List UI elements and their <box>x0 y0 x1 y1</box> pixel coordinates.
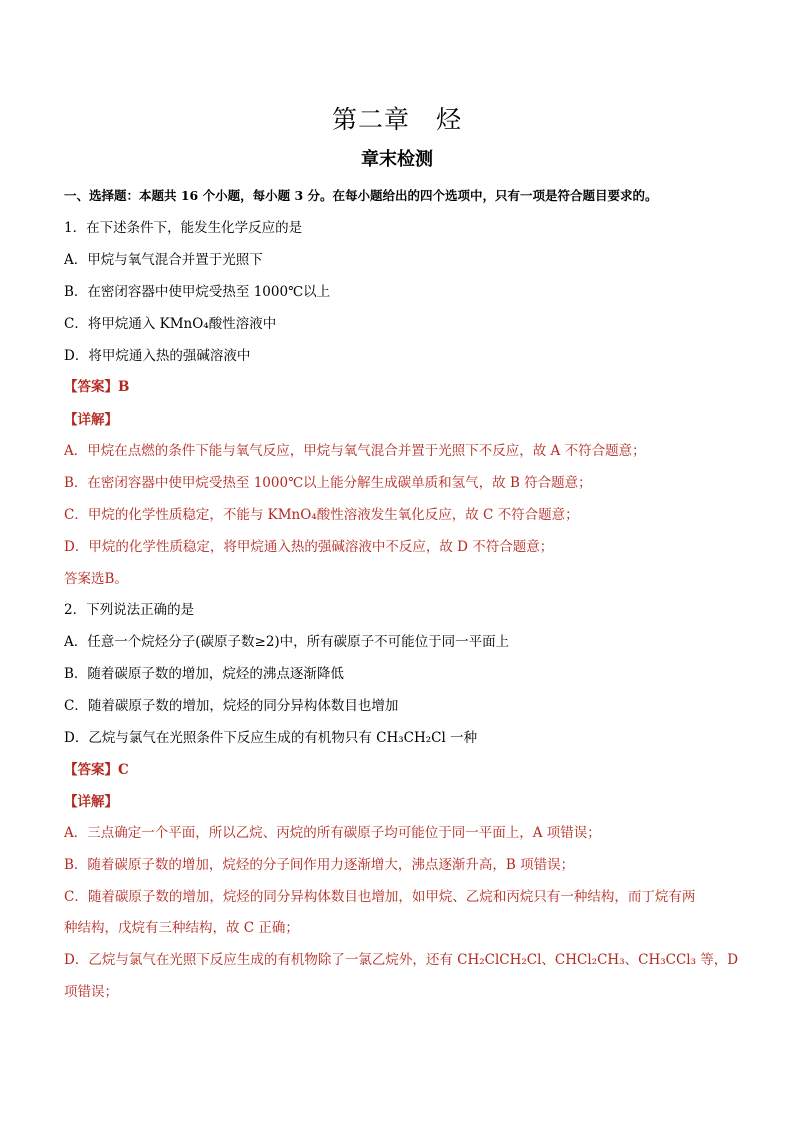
section-instructions: 一、选择题：本题共 16 个小题，每小题 3 分。在每小题给出的四个选项中，只有一项是符合题目要求的。 <box>64 188 658 203</box>
question-1-stem: 1．在下述条件下，能发生化学反应的是 <box>64 220 303 236</box>
question-1-option-b: B．在密闭容器中使甲烷受热至 1000℃以上 <box>64 284 331 300</box>
section-subtitle: 章末检测 <box>361 149 433 170</box>
question-2-option-a: A．任意一个烷烃分子(碳原子数≥2)中，所有碳原子不可能位于同一平面上 <box>64 634 510 650</box>
question-2-explanation-a: A．三点确定一个平面，所以乙烷、丙烷的所有碳原子均可能位于同一平面上，A 项错误； <box>64 825 601 841</box>
question-2-detail-label: 【详解】 <box>64 794 118 810</box>
question-2-explanation-c-line2: 种结构，戊烷有三种结构，故 C 正确； <box>64 920 299 936</box>
question-1-option-c: C．将甲烷通入 KMnO₄酸性溶液中 <box>64 316 277 332</box>
question-2-explanation-d-line1: D．乙烷与氯气在光照下反应生成的有机物除了一氯乙烷外，还有 CH₂ClCH₂Cl、CHCl₂CH₃、CH₃CCl₃ 等，D <box>64 952 739 968</box>
question-1-option-a: A．甲烷与氧气混合并置于光照下 <box>64 252 263 268</box>
question-2-option-b: B．随着碳原子数的增加，烷烃的沸点逐渐降低 <box>64 666 344 682</box>
question-1-explanation-c: C．甲烷的化学性质稳定，不能与 KMnO₄酸性溶液发生氧化反应，故 C 不符合题意； <box>64 507 579 523</box>
question-2-answer: 【答案】C <box>64 762 129 778</box>
question-2-stem: 2．下列说法正确的是 <box>64 602 195 618</box>
question-2-option-d: D．乙烷与氯气在光照条件下反应生成的有机物只有 CH₃CH₂Cl 一种 <box>64 730 478 746</box>
chapter-title: 第二章 烃 <box>331 105 462 134</box>
question-1-explanation-d: D．甲烷的化学性质稳定，将甲烷通入热的强碱溶液中不反应，故 D 不符合题意； <box>64 539 554 555</box>
question-2-explanation-d-line2: 项错误； <box>64 984 118 1000</box>
question-1-option-d: D．将甲烷通入热的强碱溶液中 <box>64 348 251 364</box>
question-1-answer: 【答案】B <box>64 379 130 395</box>
question-1-conclusion: 答案选B。 <box>64 571 128 587</box>
question-1-explanation-b: B．在密闭容器中使甲烷受热至 1000℃以上能分解生成碳单质和氢气，故 B 符合题意； <box>64 475 592 491</box>
question-2-explanation-c-line1: C．随着碳原子数的增加，烷烃的同分异构体数目也增加，如甲烷、乙烷和丙烷只有一种结构，而丁烷有两 <box>64 889 696 905</box>
question-1-explanation-a: A．甲烷在点燃的条件下能与氧气反应，甲烷与氧气混合并置于光照下不反应，故 A 不符合题意； <box>64 443 646 459</box>
question-2-option-c: C．随着碳原子数的增加，烷烃的同分异构体数目也增加 <box>64 698 399 714</box>
question-1-detail-label: 【详解】 <box>64 412 118 428</box>
question-2-explanation-b: B．随着碳原子数的增加，烷烃的分子间作用力逐渐增大，沸点逐渐升高，B 项错误； <box>64 857 575 873</box>
